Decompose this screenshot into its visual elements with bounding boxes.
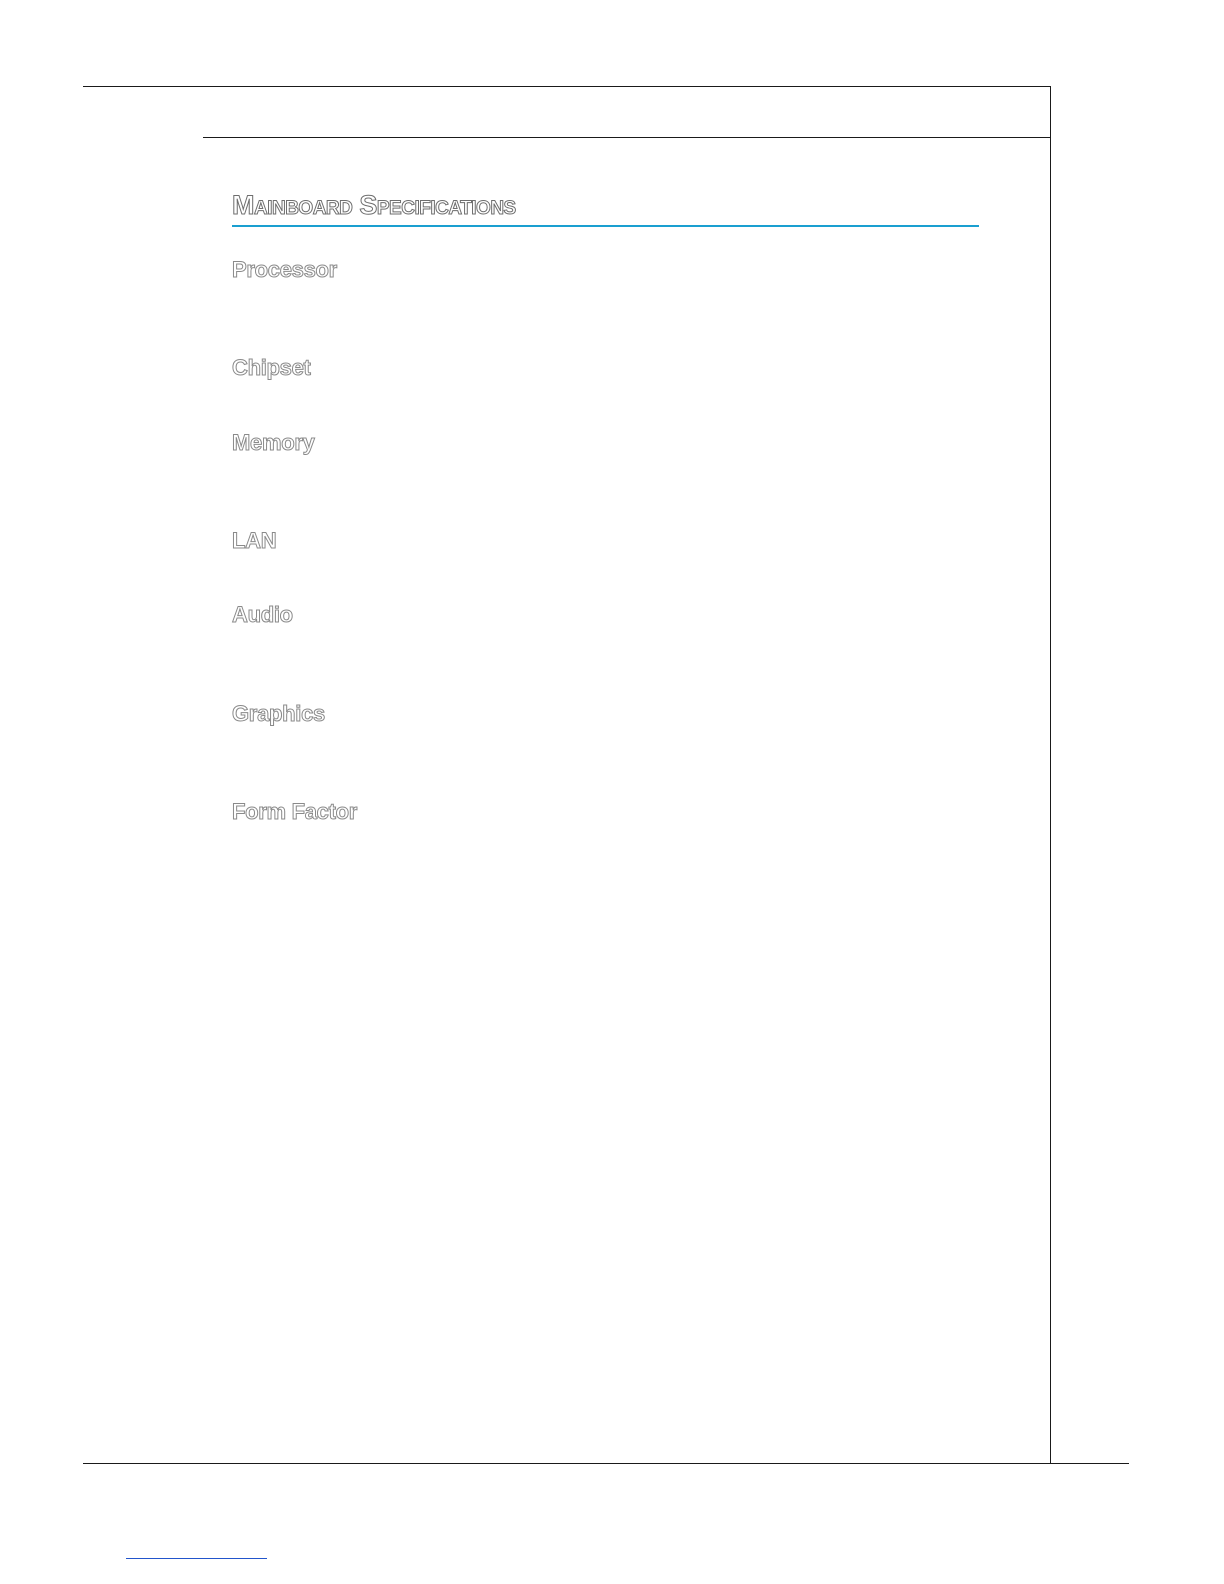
spec-label-chipset: Chipset <box>232 355 311 380</box>
footer-rule <box>83 1463 1129 1464</box>
section-title-underline <box>232 225 979 227</box>
spec-label-memory: Memory <box>232 430 315 455</box>
spec-label-audio: Audio <box>232 602 293 627</box>
section-title: Mainboard Specifications <box>232 190 516 220</box>
spec-label-form-factor: Form Factor <box>232 799 358 824</box>
header-rule-top <box>83 86 1051 87</box>
spec-label-lan: LAN <box>232 528 277 553</box>
footer-link-underline[interactable] <box>126 1558 267 1559</box>
spec-label-graphics: Graphics <box>232 701 325 726</box>
header-rule-inner <box>203 137 1051 138</box>
page-margin-rule <box>1050 86 1051 1464</box>
spec-label-processor: Processor <box>232 257 337 282</box>
